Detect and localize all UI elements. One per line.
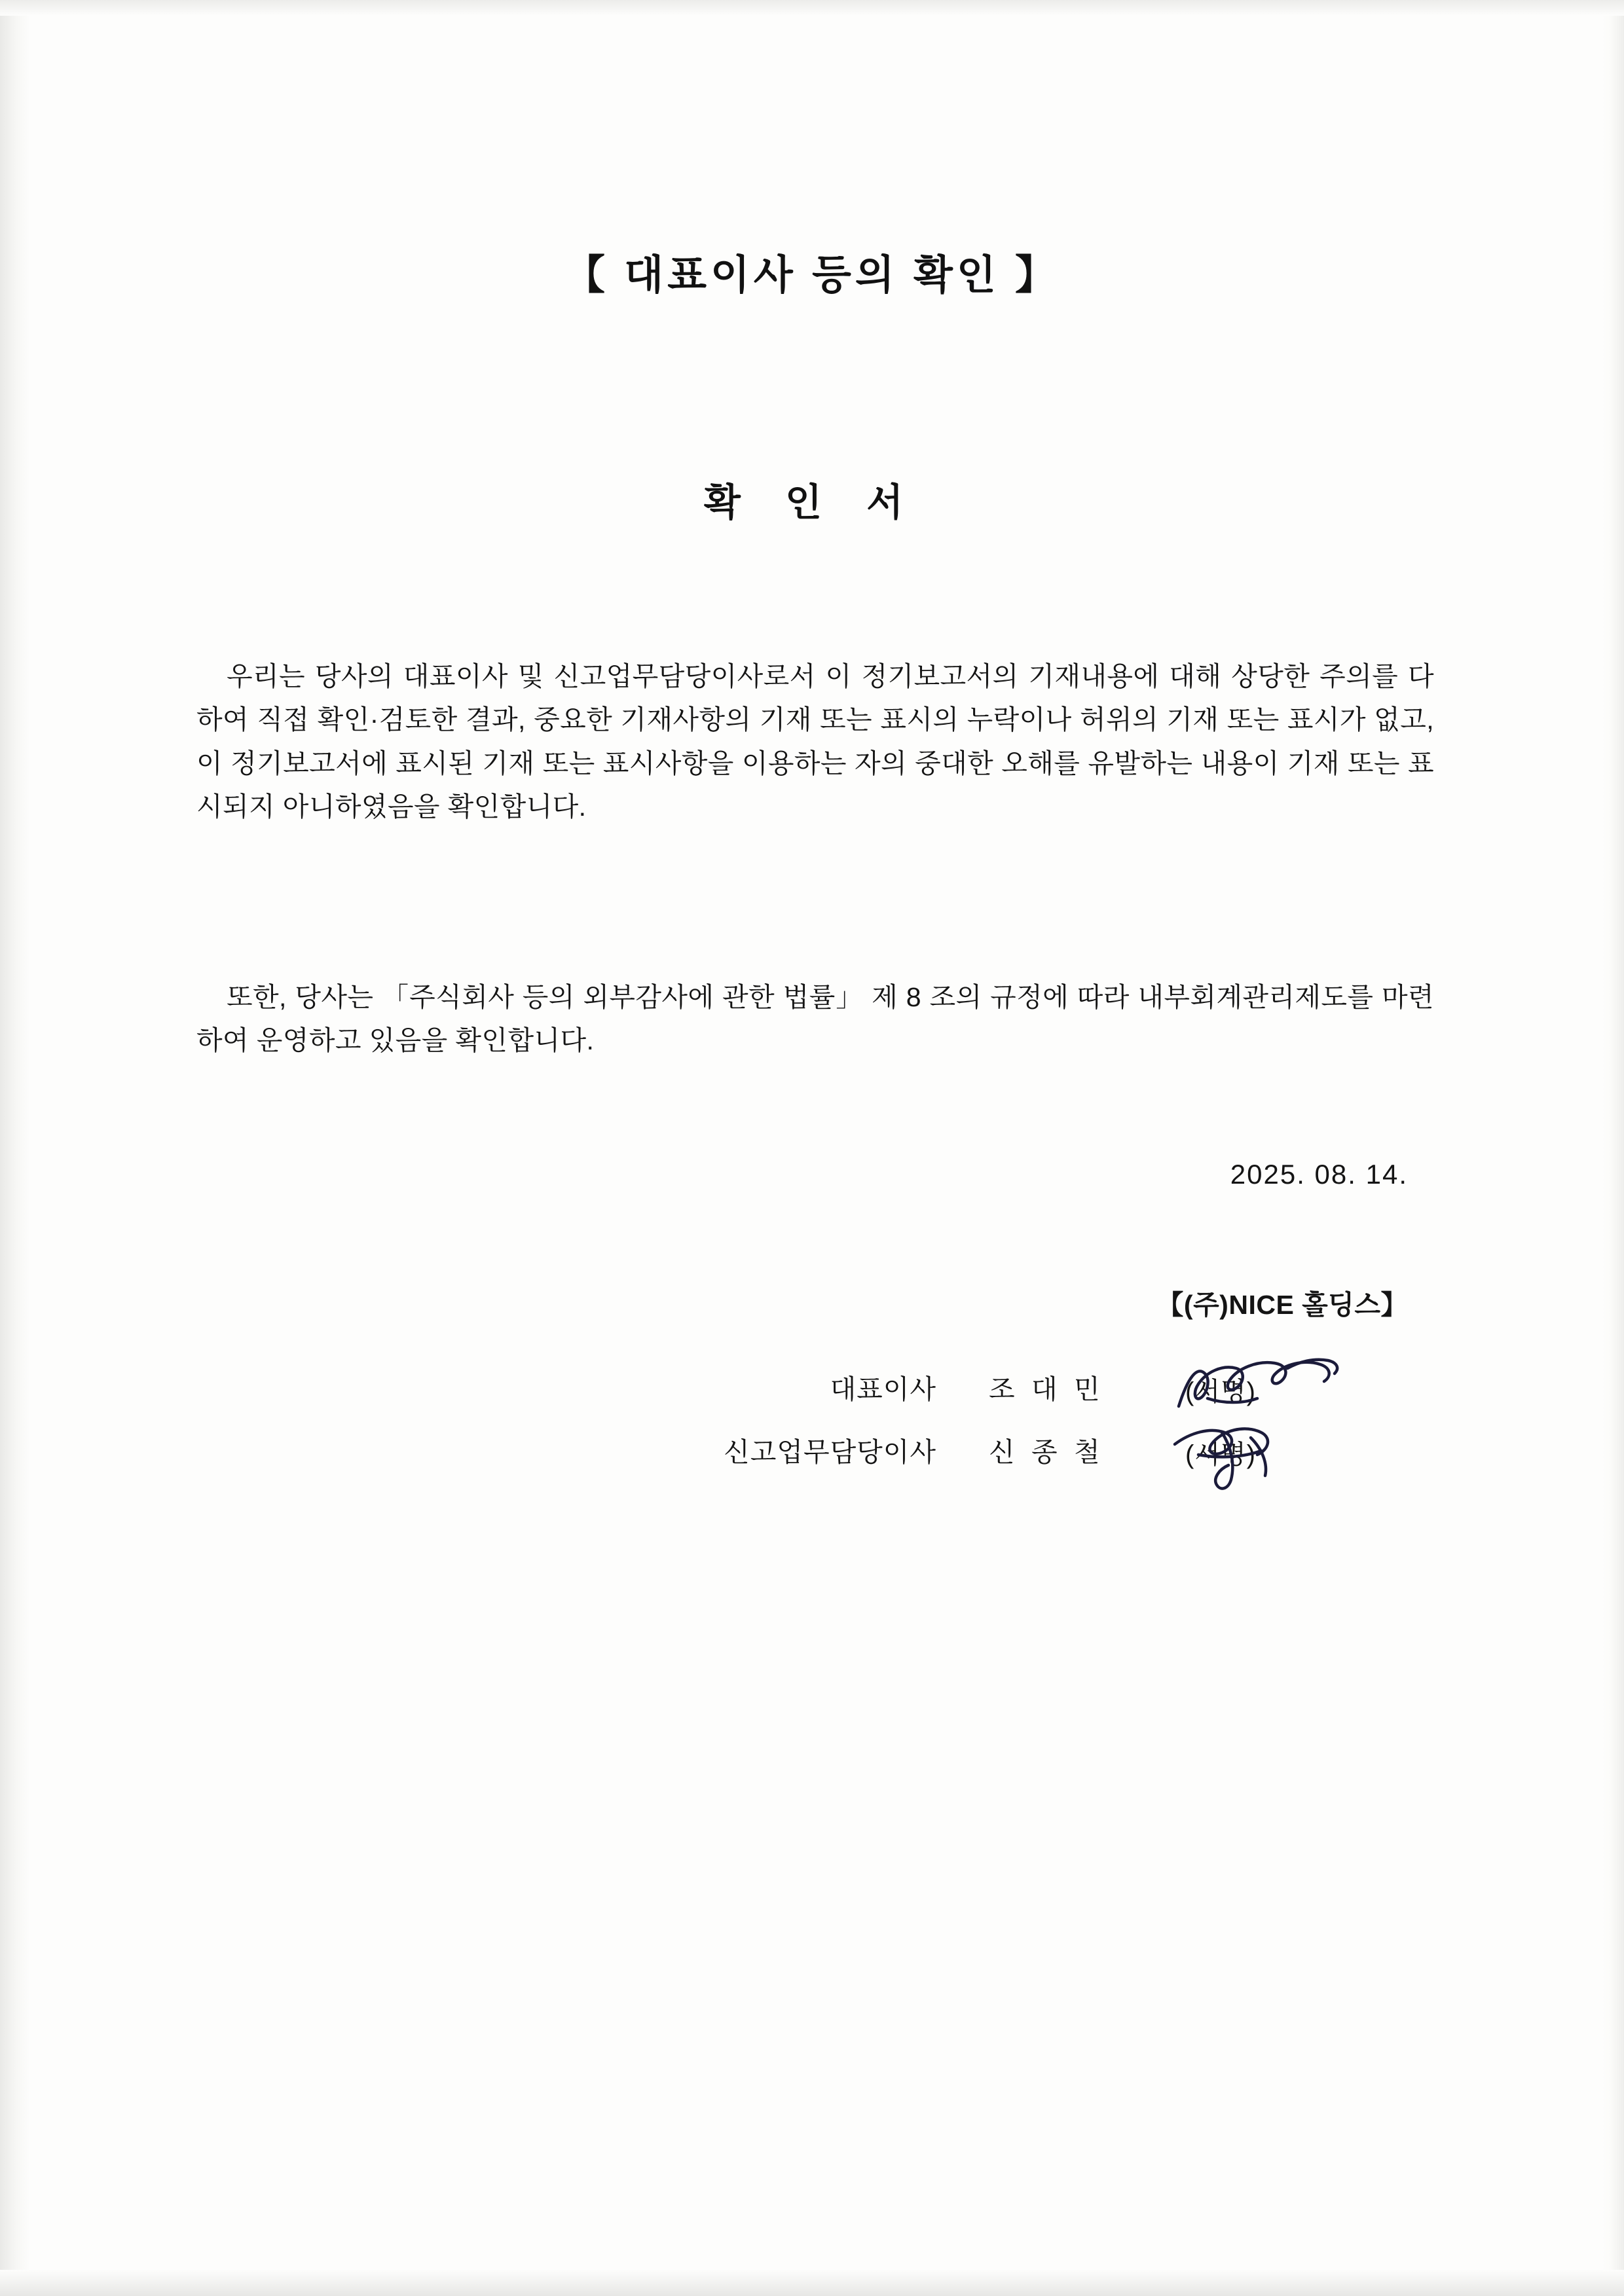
signature-role-reporting-director: 신고업무담당이사 (724, 1436, 936, 1467)
signature-name-reporting-director: 신 종 철 (989, 1436, 1105, 1467)
page-title: 확 인 서 (703, 481, 921, 524)
document-date: 2025. 08. 14. (1230, 1159, 1408, 1190)
paragraph-internal-accounting (196, 975, 1434, 1063)
signature-mark-ceo (1172, 1355, 1388, 1418)
paragraph-2-text: 또한, 당사는 「주식회사 등의 외부감사에 관한 법률」 제 8 조의 규정에 따라 내부회계관리제도를 마련하여 운영하고 있음을 확인합니다. (196, 982, 1434, 1056)
signature-seal-label-ceo: (서명) (1185, 1377, 1256, 1406)
signature-seal-label-reporting-director: (서명) (1185, 1440, 1256, 1469)
signature-row (707, 1355, 1460, 1418)
signature-name-ceo: 조 대 민 (989, 1374, 1105, 1404)
paragraph-confirmation (196, 655, 1434, 829)
signature-block (707, 1355, 1460, 1481)
company-name: 【(주)NICE 홀딩스】 (1156, 1290, 1408, 1320)
paragraph-1-text: 우리는 당사의 대표이사 및 신고업무담당이사로서 이 정기보고서의 기재내용에 대해 상당한 주의를 다하여 직접 확인·검토한 결과, 중요한 기재사항의 기재 또는 표시의 누락이나 허위의 기재 또는 표시가 없고, 이 정기보고서에 표시된 기재 또는 표시사항을 이용하는 자의 중대한 오해를 유발하는 내용이 기재 또는 표시되지 아니하였음을 확인합니다. (196, 661, 1434, 822)
signature-row (707, 1418, 1460, 1481)
signature-mark-reporting-director (1172, 1418, 1388, 1481)
document-header-bracket: 【 대표이사 등의 확인 】 (564, 253, 1060, 298)
signature-role-ceo: 대표이사 (830, 1374, 936, 1404)
